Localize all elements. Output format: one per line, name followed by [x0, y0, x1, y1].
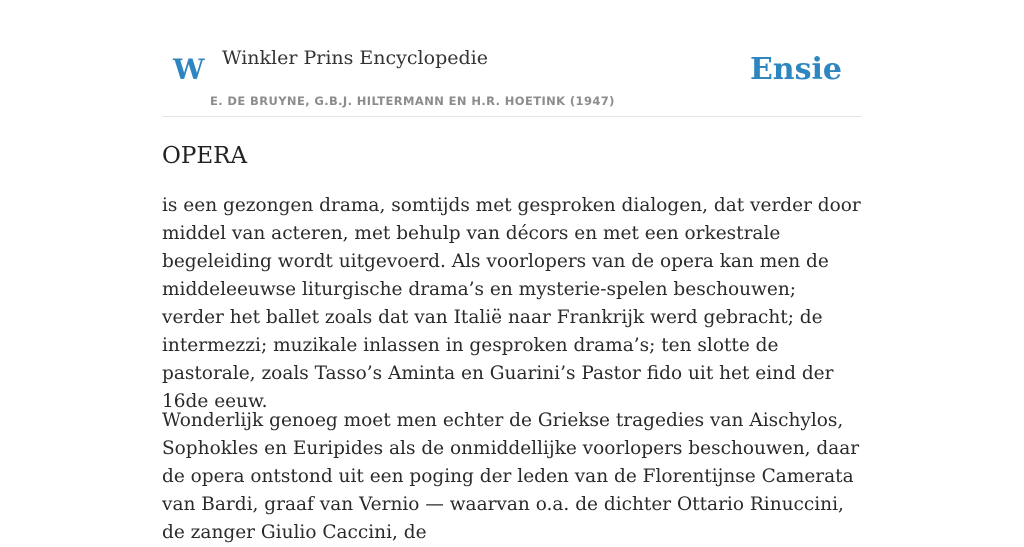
ensie-logo[interactable]: Ensie [749, 52, 842, 87]
source-header [162, 0, 862, 117]
entry-paragraph-2: Wonderlijk genoeg moet men echter de Griekse tragedies van Aischylos, Sophokles en Euripides als de onmiddellijke voorlopers beschouwen, daar de opera ontstond uit een poging der leden van de Florentijnse Camerata van Bardi, graaf van Vernio — waarvan o.a. de dichter Ottario Rinuccini, de zanger Giulio Caccini, de [162, 410, 860, 543]
entry-title: OPERA [162, 143, 248, 169]
source-title[interactable]: Winkler Prins Encyclopedie [222, 47, 488, 69]
winkler-prins-logo[interactable]: W [173, 53, 205, 86]
entry-paragraph-1: is een gezongen drama, somtijds met gesproken dialogen, dat verder door middel van acteren, met behulp van décors en met een orkestrale begeleiding wordt uitgevoerd. Als voorlopers van de opera kan men de middeleeuwse liturgische drama’s en mysterie-spelen beschouwen; verder het ballet zoals dat van Italië naar Frankrijk werd gebracht; de intermezzi; muzikale inlassen in gesproken drama’s; ten slotte de pastorale, zoals Tasso’s Aminta en Guarini’s Pastor fido uit het eind der 16de eeuw. [162, 195, 861, 412]
source-authors: E. DE BRUYNE, G.B.J. HILTERMANN EN H.R. HOETINK (1947) [210, 94, 615, 108]
